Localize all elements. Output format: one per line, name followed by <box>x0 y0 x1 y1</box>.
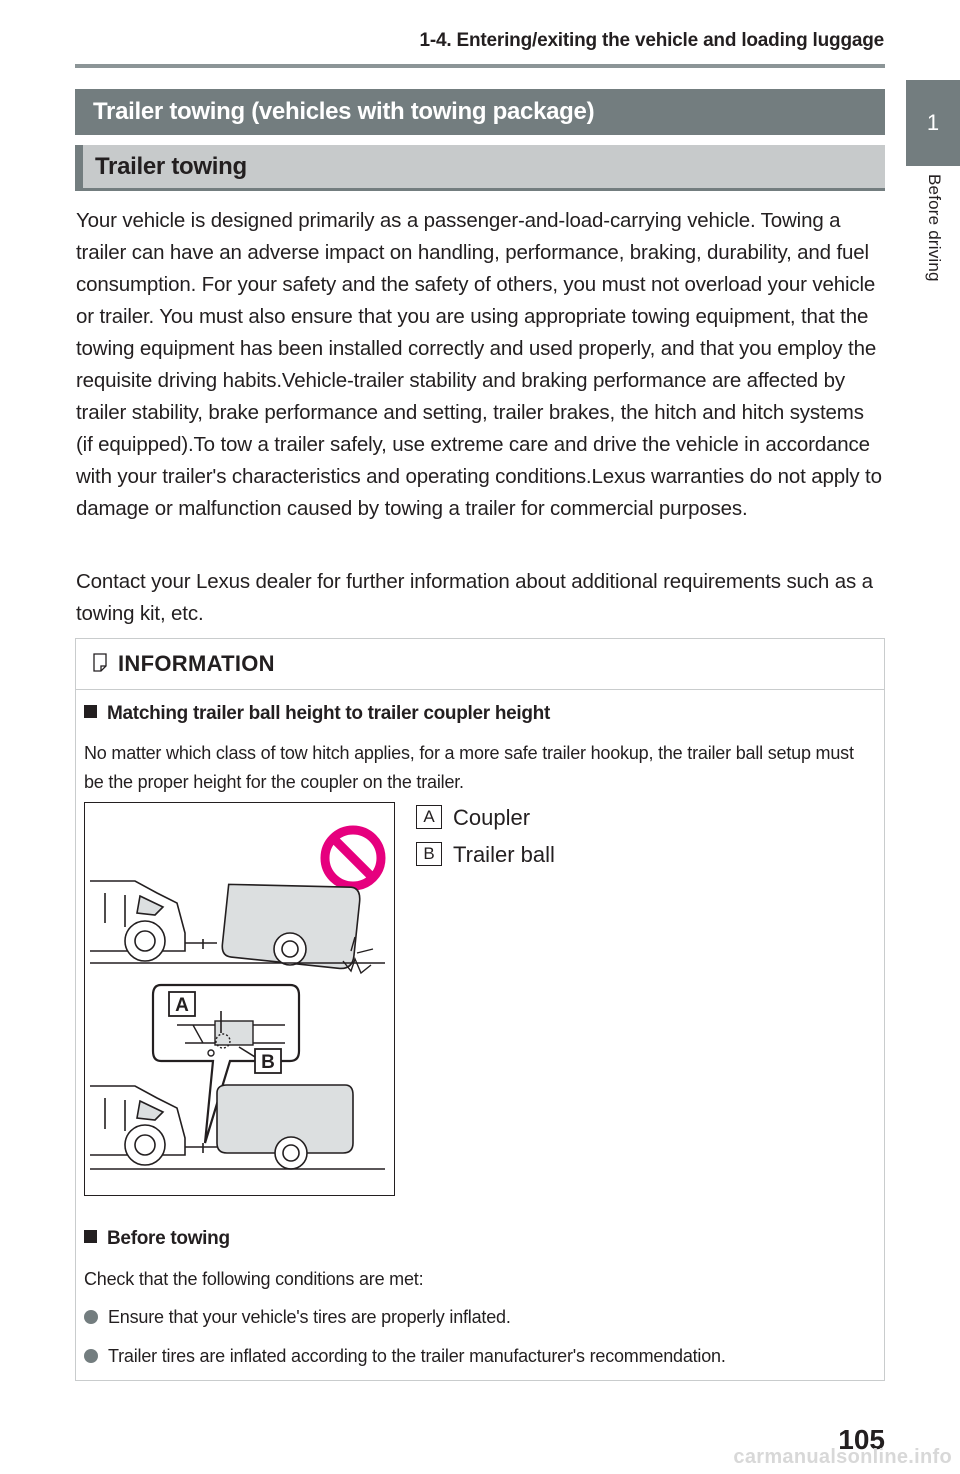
info-item-heading-2 <box>84 1228 230 1250</box>
running-header: 1-4. Entering/exiting the vehicle and loading luggage <box>419 30 884 51</box>
trailer-hitch-figure <box>84 802 395 1196</box>
legend-item-b <box>416 842 555 868</box>
section-heading <box>75 89 885 135</box>
correct-setup-scene <box>90 1085 385 1169</box>
header-rule <box>75 64 885 68</box>
body-paragraph-2: Contact your Lexus dealer for further information about additional requirements such as a towing kit, etc. <box>76 570 873 625</box>
prohibited-icon <box>325 830 381 886</box>
note-icon <box>92 653 108 673</box>
legend-label-b: Trailer ball <box>453 842 555 867</box>
info-item-text-1: No matter which class of tow hitch applies, for a more safe trailer hookup, the trailer ball setup must be the proper height for the coupler on the trailer. <box>84 743 854 792</box>
list-item <box>84 1346 726 1367</box>
info-item-heading-2-text: Before towing <box>107 1228 230 1249</box>
subsection-accent <box>75 145 83 188</box>
list-item <box>84 1307 511 1328</box>
round-bullet-icon <box>84 1349 98 1363</box>
square-bullet-icon <box>84 705 97 718</box>
subsection-title: Trailer towing <box>95 153 247 180</box>
information-title: INFORMATION <box>118 651 275 676</box>
legend-key-b: B <box>416 842 442 866</box>
page-number: 105 <box>838 1424 885 1455</box>
legend-item-a <box>416 805 530 831</box>
information-box <box>75 638 885 1381</box>
figure-label-b: B <box>261 1052 275 1073</box>
information-header <box>76 639 884 690</box>
figure-label-a: A <box>175 995 189 1016</box>
watermark: carmanualsonline.info <box>733 1446 952 1468</box>
list-item-text: Ensure that your vehicle's tires are properly inflated. <box>108 1307 511 1327</box>
chapter-side-label <box>906 166 960 306</box>
list-item-text: Trailer tires are inflated according to the trailer manufacturer's recommendation. <box>108 1346 726 1366</box>
trailer-hitch-illustration <box>85 803 396 1197</box>
body-paragraph-1: Your vehicle is designed primarily as a passenger-and-load-carrying vehicle. Towing a trailer can have an adverse impact on handling, performance, braking, durability, and fuel consumption. For your safety and the safety of others, you must not overload your vehicle or trailer. You must also ensure that you are using appropriate towing equipment, that the towing equipment has been installed correctly and used properly, and that you employ the requisite driving habits.Vehicle-trailer stability and braking performance are affected by trailer stability, brake performance and setting, trailer brakes, the hitch and hitch systems (if equipped).To tow a trailer safely, use extreme care and drive the vehicle in accordance with your trailer's characteristics and operating conditions.Lexus warranties do not apply to damage or malfunction caused by towing a trailer for commercial purposes. <box>76 209 882 520</box>
legend-label-a: Coupler <box>453 805 531 830</box>
chapter-title: Before driving <box>925 174 944 282</box>
subsection-heading <box>75 145 885 191</box>
legend-key-a: A <box>416 805 442 829</box>
info-item-heading-1 <box>84 703 550 725</box>
round-bullet-icon <box>84 1310 98 1324</box>
info-item-intro-2: Check that the following conditions are met: <box>84 1269 424 1289</box>
wrong-setup-scene <box>90 874 385 973</box>
info-item-heading-1-text: Matching trailer ball height to trailer coupler height <box>107 703 551 724</box>
section-title: Trailer towing (vehicles with towing package) <box>93 98 595 125</box>
square-bullet-icon <box>84 1230 97 1243</box>
chapter-tab[interactable]: 1 <box>906 80 960 166</box>
